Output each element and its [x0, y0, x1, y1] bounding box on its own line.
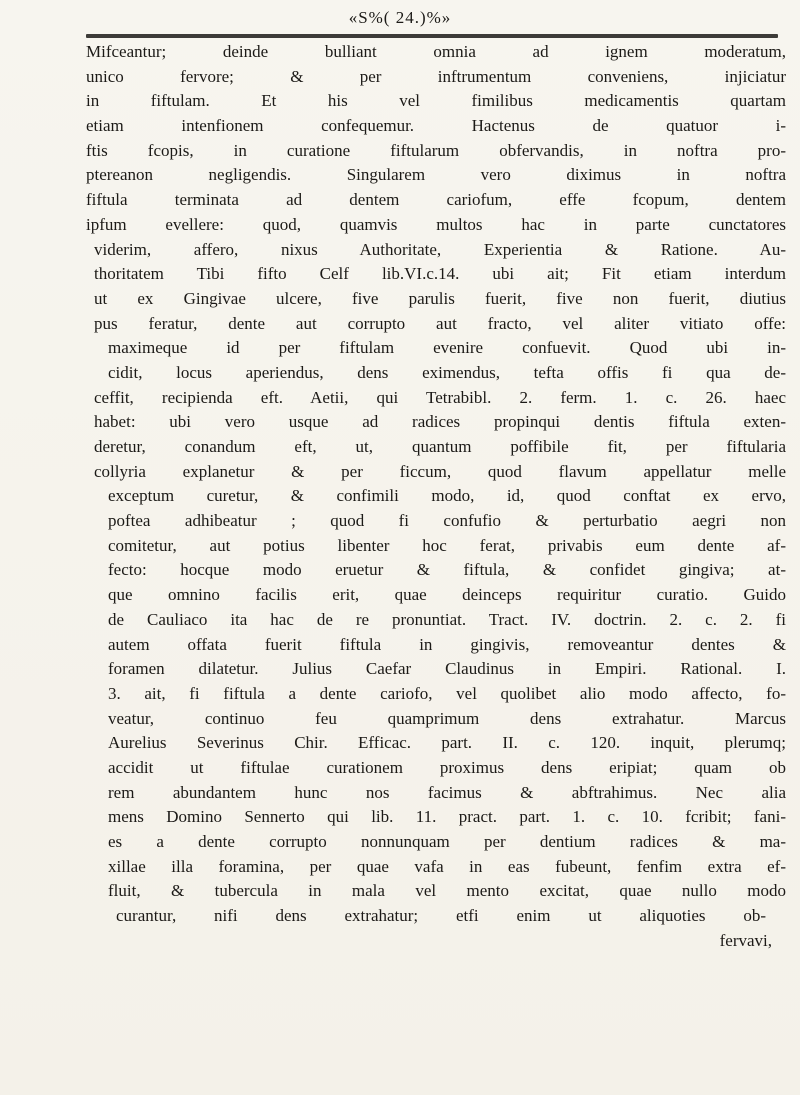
- text-line: fecto: hocque modo eruetur & fiftula, & confidet gingiva; at-: [108, 560, 786, 580]
- text-line: unico fervore; & per inftrumentum conveniens, injiciatur: [86, 66, 786, 86]
- text-line: habet: ubi vero usque ad radices propinqui dentis fiftula exten-: [94, 412, 786, 432]
- text-line: ftis fcopis, in curatione fiftularum obfervandis, in noftra pro-: [86, 140, 786, 160]
- text-line: curantur, nifi dens extrahatur; etfi enim ut aliquoties ob-: [116, 906, 766, 926]
- text-line: Aurelius Severinus Chir. Efficac. part. II. c. 120. inquit, plerumq;: [108, 733, 786, 753]
- text-line: Mifceantur; deinde bulliant omnia ad ignem moderatum,: [86, 42, 786, 61]
- text-line: accidit ut fiftulae curationem proximus dens eripiat; quam ob: [108, 757, 786, 777]
- text-line: rem abundantem hunc nos facimus & abftrahimus. Nec alia: [108, 782, 786, 802]
- text-line: 3. ait, fi fiftula a dente cariofo, vel quolibet alio modo affecto, fo-: [108, 683, 786, 703]
- text-line: xillae illa foramina, per quae vafa in eas fubeunt, fenfim extra ef-: [108, 856, 786, 876]
- text-line: pus feratur, dente aut corrupto aut fracto, vel aliter vitiato offe:: [94, 313, 786, 333]
- text-line: ceffit, recipienda eft. Aetii, qui Tetrabibl. 2. ferm. 1. c. 26. haec: [94, 387, 786, 407]
- text-line: maximeque id per fiftulam evenire confuevit. Quod ubi in-: [108, 338, 786, 358]
- body-text: [86, 40, 786, 953]
- text-line: que omnino facilis erit, quae deinceps requiritur curatio. Guido: [108, 585, 786, 605]
- text-line: exceptum curetur, & confimili modo, id, quod conftat ex ervo,: [108, 486, 786, 506]
- text-line: collyria explanetur & per ficcum, quod flavum appellatur melle: [94, 461, 786, 481]
- text-line: mens Domino Sennerto qui lib. 11. pract. part. 1. c. 10. fcribit; fani-: [108, 807, 786, 827]
- text-line: cidit, locus aperiendus, dens eximendus, tefta offis fi qua de-: [108, 362, 786, 382]
- text-line: foramen dilatetur. Julius Caefar Claudinus in Empiri. Rational. I.: [108, 659, 786, 679]
- text-line: fluit, & tubercula in mala vel mento excitat, quae nullo modo: [108, 881, 786, 901]
- text-line: ptereanon negligendis. Singularem vero diximus in noftra: [86, 165, 786, 185]
- page-number-header: «S%( 24.)%»: [348, 8, 452, 27]
- text-line: in fiftulam. Et his vel fimilibus medicamentis quartam: [86, 91, 786, 111]
- text-line: veatur, continuo feu quamprimum dens extrahatur. Marcus: [108, 708, 786, 728]
- catchword: fervavi,: [719, 930, 772, 950]
- text-line: ut ex Gingivae ulcere, five parulis fuerit, five non fuerit, diutius: [94, 288, 786, 308]
- text-line: thoritatem Tibi fifto Celf lib.VI.c.14. ubi ait; Fit etiam interdum: [94, 264, 786, 284]
- text-line: poftea adhibeatur ; quod fi confufio & perturbatio aegri non: [108, 511, 786, 531]
- text-line: fiftula terminata ad dentem cariofum, effe fcopum, dentem: [86, 190, 786, 210]
- text-line: viderim, affero, nixus Authoritate, Experientia & Ratione. Au-: [94, 239, 786, 259]
- text-line: comitetur, aut potius libenter hoc ferat, privabis eum dente af-: [108, 535, 786, 555]
- text-line: es a dente corrupto nonnunquam per dentium radices & ma-: [108, 832, 786, 851]
- header-rule: [86, 34, 778, 38]
- text-line: autem offata fuerit fiftula in gingivis, removeantur dentes &: [108, 634, 786, 654]
- text-line: ipfum evellere: quod, quamvis multos hac in parte cunctatores: [86, 214, 786, 234]
- text-line: deretur, conandum eft, ut, quantum poffibile fit, per fiftularia: [94, 437, 786, 456]
- text-line: etiam intenfionem confequemur. Hactenus de quatuor i-: [86, 116, 786, 136]
- text-line: de Cauliaco ita hac de re pronuntiat. Tract. IV. doctrin. 2. c. 2. fi: [108, 609, 786, 629]
